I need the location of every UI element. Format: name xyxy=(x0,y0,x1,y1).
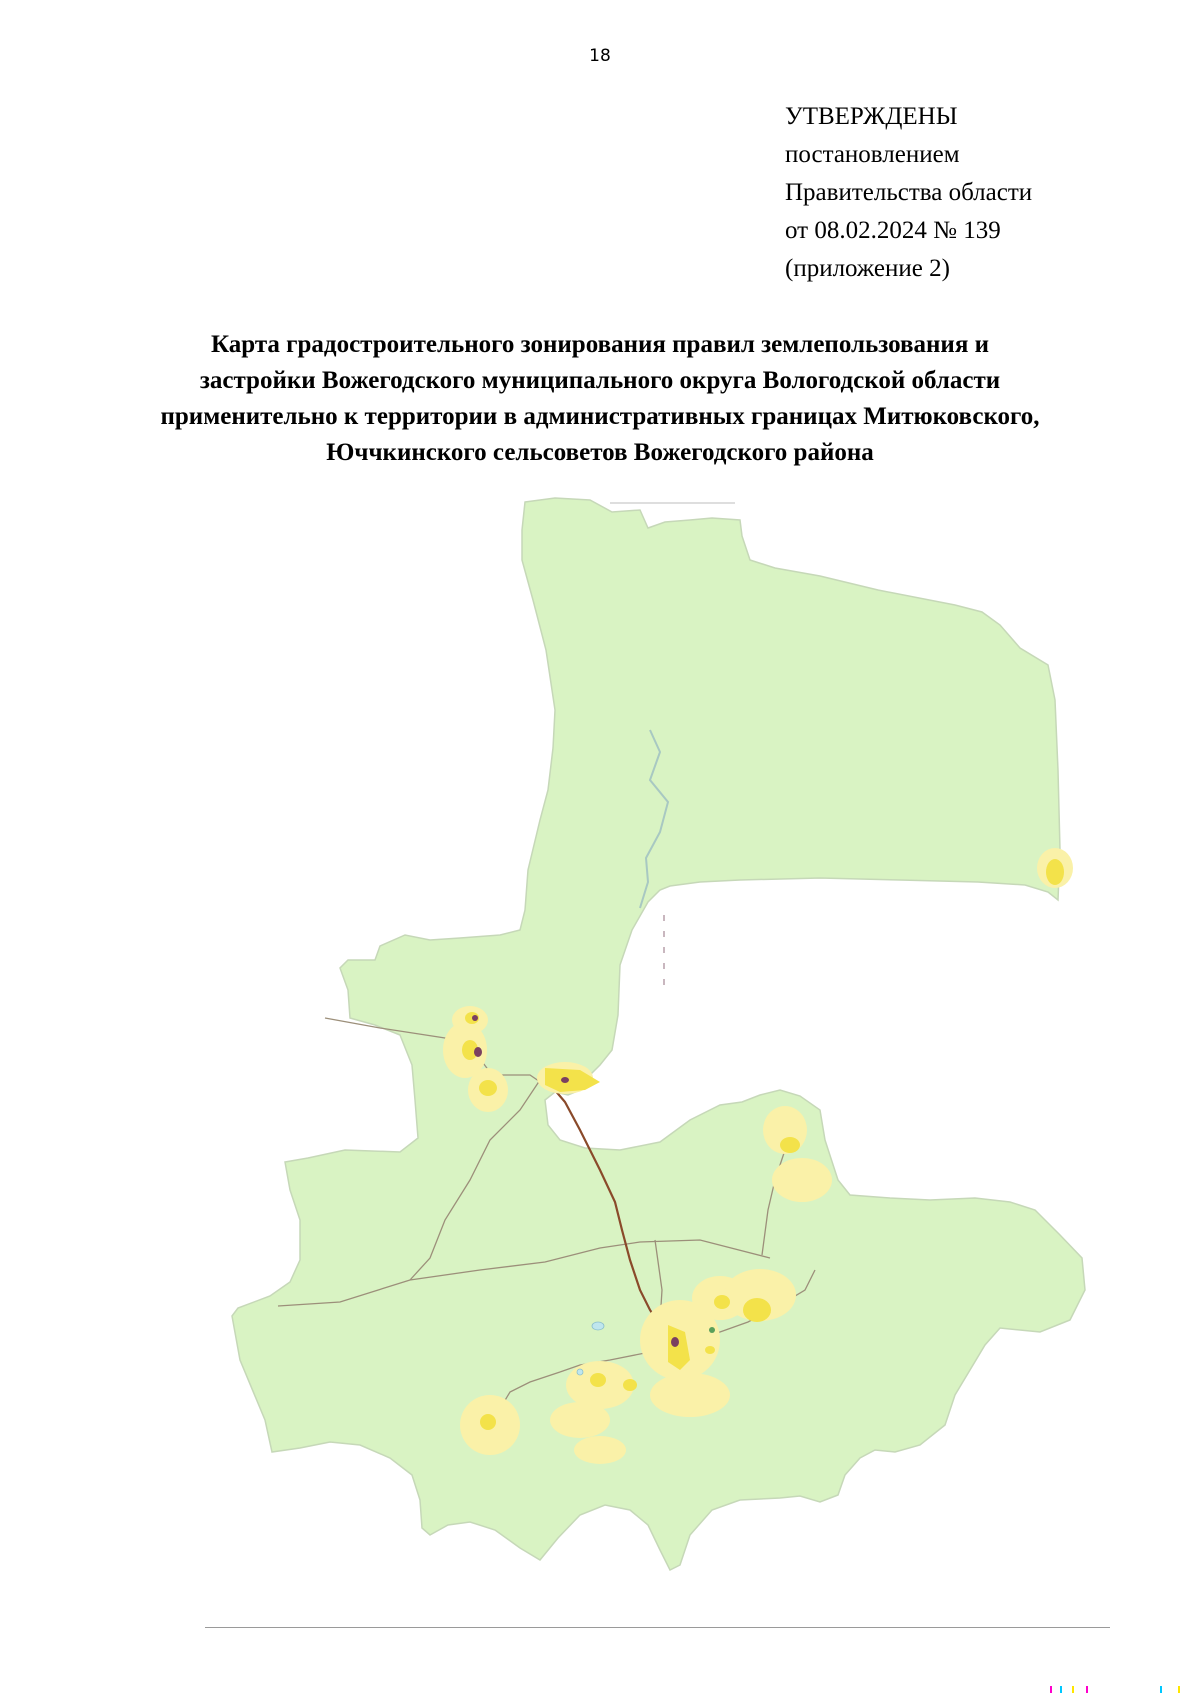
scan-mark xyxy=(1060,1686,1062,1693)
zoning-map xyxy=(0,490,1200,1600)
scan-mark xyxy=(1178,1686,1180,1693)
water-body xyxy=(577,1369,583,1375)
approval-line: (приложение 2) xyxy=(785,255,950,282)
settlement-core xyxy=(474,1047,482,1057)
water-body xyxy=(592,1322,604,1330)
territory-area xyxy=(232,498,1085,1570)
approval-block xyxy=(785,98,1032,288)
approval-line: Правительства области xyxy=(785,179,1033,206)
title-line: применительно к территории в административных границах Митюковского, xyxy=(160,403,1040,430)
scan-mark xyxy=(1160,1686,1162,1693)
title-line: застройки Вожегодского муниципального округа Вологодской области xyxy=(199,367,1001,394)
scan-mark xyxy=(1050,1686,1052,1693)
scan-mark xyxy=(1072,1686,1074,1693)
page-number: 18 xyxy=(589,46,611,66)
scan-mark xyxy=(1086,1686,1088,1693)
title-line: Карта градостроительного зонирования правил землепользования и xyxy=(210,331,990,358)
approval-line: УТВЕРЖДЕНЫ xyxy=(785,103,958,130)
bottom-rule xyxy=(205,1627,1110,1628)
green-zone xyxy=(709,1327,715,1333)
settlement-core xyxy=(671,1337,679,1347)
approval-line: постановлением xyxy=(785,141,960,168)
scan-marks xyxy=(1050,1685,1190,1693)
approval-line: от 08.02.2024 № 139 xyxy=(785,217,1001,244)
settlement-core xyxy=(561,1077,569,1083)
document-title xyxy=(100,327,1100,471)
settlement-core xyxy=(472,1015,478,1021)
title-line: Юччкинского сельсоветов Вожегодского района xyxy=(326,439,874,466)
